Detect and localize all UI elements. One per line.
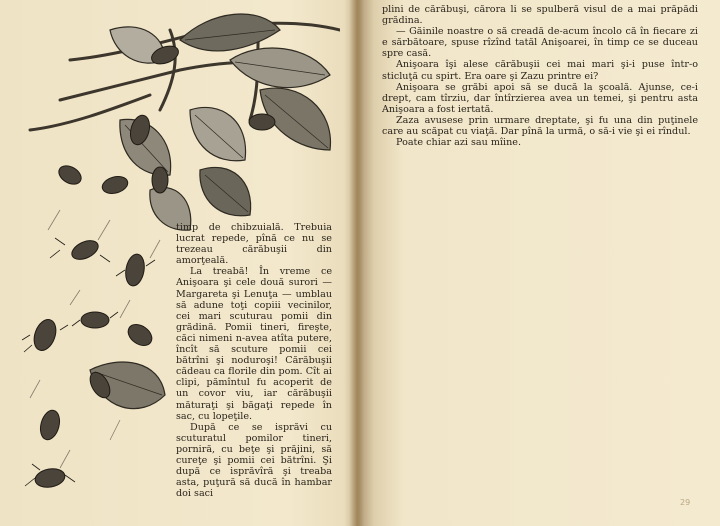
right-paragraph-3: Anişoara îşi alese cărăbuşii cei mai mari şi-i puse într-o sticluţă cu spirt. Era oare şi Zazu printre ei? <box>382 59 698 82</box>
right-page <box>362 0 720 526</box>
right-paragraph-1: plini de cărăbuşi, cărora li se spulberă visul de a mai prăpădi grădina. <box>382 4 698 27</box>
left-paragraph-1: timp de chibzuială. Trebuia lucrat repede, pînă ce nu se trezeau cărăbuşii din amorţeală. <box>176 222 332 267</box>
right-paragraph-5: Zaza avusese prin urmare dreptate, şi fu una din puţinele care au scăpat cu viaţă. Dar pînă la urmă, o să-i vie şi ei rîndul. <box>382 114 698 138</box>
right-page-text <box>382 4 698 148</box>
left-paragraph-2: La treabă! În vreme ce Anişoara şi cele două surori — Margareta şi Lenuţa — umblau să adune toţi copiii vecinilor, cei mari scuturau pomii din grădină. Pomii tineri, fireşte, căci nimeni n-avea atîta putere, încît să scuture pomii cei bătrîni şi noduroşi! Cărăbuşii cădeau ca florile din pom. Cît ai clipi, pămîntul fu acoperit de un covor viu, iar cărăbuşii măturaţi şi băgaţi repede în sac, cu lopeţile. <box>176 266 332 422</box>
page-number: 29 <box>680 498 691 507</box>
right-paragraph-4: Anişoara se grăbi apoi să se ducă la şcoală. Ajunse, ce-i drept, cam tîrziu, dar întîrzierea avea un temei, şi pentru asta Anişoara a fost iertată. <box>382 81 698 115</box>
left-paragraph-3: După ce se isprăvi cu scuturatul pomilor tineri, porniră, cu beţe şi prăjini, să cureţe şi pomii cei bătrîni. Şi după ce isprăvîră şi treaba asta, puţură să ducă în hambar doi saci <box>176 421 332 500</box>
left-page-text <box>176 222 332 499</box>
right-paragraph-2: — Găinile noastre o să creadă de-acum încolo că în fiecare zi e sărbătoare, spuse rîzînd tatăl Anişoarei, în timp ce se duceau spre casă. <box>382 26 698 60</box>
right-paragraph-6: Poate chiar azi sau mîine. <box>396 137 522 149</box>
left-page <box>0 0 358 526</box>
